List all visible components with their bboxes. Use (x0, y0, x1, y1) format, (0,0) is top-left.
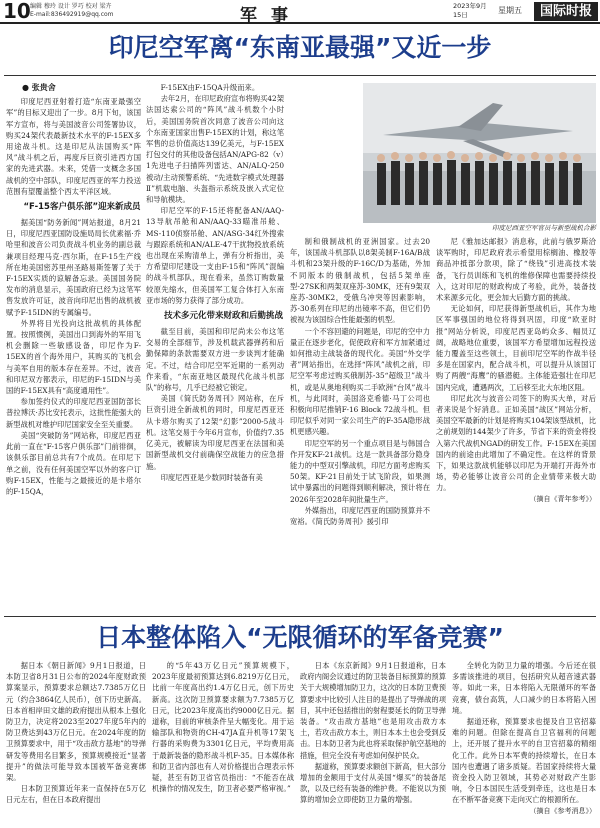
divider (4, 75, 596, 76)
paragraph: 尼《雅加达邮报》消息称，此前与俄罗斯洽谈军购时，印尼政府表示希望用棕榈油、橡胶等商品冲抵部分款项，除了“绕钱”引进高技术装备，飞行员训练和飞机的维修保障也需要持续投入，这对印尼的财政构成了考验，此外，装备技术来源多元化，更会加大后勤方面的挑战。 (436, 237, 596, 303)
photo-caption: 印度尼西亚空军官员与新型战机合影 (492, 224, 596, 232)
paragraph: 印度尼西亚射着打造“东南亚最强空军”的目标又迎出了一步。8月下旬，该国军方宣布，将与美国波音公司签署协议，购买24架代表最新技术水平的F-15EX多用途战斗机。这是印尼从法国购买“阵风”战斗机之后，再度斥巨资引进西方国家的先进武器。未来，凭借一支概念多国战机的空中部队，印度尼西亚的军力投送范围有望覆盖整个西太平洋区域。 (6, 97, 141, 196)
subheading: “F-15客户俱乐部”迎来新成员 (23, 202, 141, 213)
divider (4, 616, 596, 617)
paragraph: 据道还称，预算要求也提及自卫官招募难的问题。但除在提高自卫官福利的问题上，还开展了提升水平的自卫官招募的精细化工作。此外日本军费的持续增长，在日本国内也遭遇了诸多质疑。若国家持续将大量资金投入防卫领域，其势必对财政产生影响，令日本国民生活受到牵连，这也是日本在不断军备竞赛下走向灭亡的根源所在。 (452, 717, 596, 805)
article1-column-4 (436, 236, 596, 612)
byline: ● 张贵舍 (22, 82, 56, 92)
paragraph: 据道称，预算要求额创下新高，但大部分增加的金额用于支付从美国“爆买”的装备尾款，以及已经有装备的维护费。不能说以为预算的增加会立即使防卫力量的增强。 (300, 761, 446, 805)
issue-date-year-month: 2023年9月 (453, 2, 487, 10)
issue-date (453, 2, 487, 20)
editor-line: 编辑 穆玲 设计 罗巧 校对 梁卉 (30, 3, 112, 10)
subheading: 技术多元化带来财政和后勤挑战 (163, 311, 283, 322)
source-credit: （摘自《青年参考》） (529, 494, 596, 503)
newspaper-logo: 国际时报 (534, 2, 598, 21)
paragraph: 的“5年43万亿日元”预算规模下，2023年度最初预算达到6.8219万亿日元，比前一年度高出约1.4万亿日元，创下历史新高。这次防卫预算要求额为7.7385万亿日元，比2023年度高出约9000亿日元。据道称，目前的审核条件呈大幅变化。用于运输部队和物资的CH-47JA直升机等17架飞行器的采购费为3301亿日元，平均费用高于最新装备的隐形战斗机F-35。日本媒体称和防卫省内部也有人对价格提出合理表示怀疑，甚至有防卫省官员指出：“不能否在战机操作的情况发生，防卫者必要严格审视。” (152, 661, 294, 794)
paragraph: 一个不容回避的问题是，印尼的空中力量正在逐步老化，促使政府和军方加紧通过如何推动主战装备的现代化。美国“外交学者”网站指出，在选择“阵风”战机之前，印尼空军考虑过购买俄制苏-35“超级卫”战斗机，或是从奥地利购买二手欧洲“台风”战斗机，与此同时，美国洛克希德·马丁公司也积极向印尼推销F-16 Block 72战斗机。但印尼似乎对同一家公司生产的F-35A隐形战机更感兴趣。 (290, 326, 430, 437)
paragraph: 印度尼西亚是少数同时装备有美 (160, 472, 263, 482)
article2-column-4 (452, 660, 596, 826)
paragraph: 制和俄制战机的亚洲国家。过去20年，该国战斗机部队以8架美制F-16A/B战斗机和23架升级的F-16C/D为基础，外加不同版本的俄制战机，包括5架单座型-27SK和两架双座苏-30MK，还有9架双座苏-30MK2，受俄乌冲突等因素影响，苏-30系列在印尼的出镜率不高，但它们仍被视为该国综合性能最强的机型。 (290, 237, 430, 325)
masthead (0, 0, 600, 24)
paragraph: 日本防卫预算近年来一直保持在5万亿日元左右，但在日本政府提出 (6, 784, 146, 805)
issue-weekday: 星期五 (498, 6, 522, 15)
paragraph: 日本《东京新闻》9月1日报道称，日本政府内阁会议通过的防卫装备目标预算的预算关于大规模增加防卫力，这次的日本防卫费预算要求中比较引人注目的是提出了导弹战的项目，其中还包括推出的射程要延长的防卫导弹装备。“攻击敌方基地”也是用攻击敌方本土，若攻击敌方本土，则日本本土也会受到反击。日本防卫者为此也将采取保护航空基地的措施，但完全没有考虑如何保护民众。 (300, 661, 446, 760)
paragraph: 去年2月，在印尼政府宣布将购买42架法国达索公司的“阵风”战斗机数个小时后，美国国务院首次同意了波音公司向这个东南亚国家出售F-15EX的计划，称这笔军售的总价值高达139亿美元，与F-15EX 打包交付的其他设备包括AN/APG-82（v）1先进电子扫描阵列雷达、AN/ALQ-250被动/主动预警系统、“先进数字模式处理器Ⅱ”机载电脑、头盔指示系统及嵌入式定位和导航模块。 (146, 94, 284, 205)
article1-headline: 印尼空军离“东南亚最强”又近一步 (108, 33, 492, 62)
byline-author: 张贵舍 (31, 82, 56, 92)
paragraph: 印尼空军的F-15还将配备AN/AAQ-13导航吊舱和AN/AAQ-33瞄准吊舱、MS-110侦察吊舱、AN/ASG-34红外搜索与跟踪系统和AN/ALE-47干扰物投放系统也出现在采购清单上，弹有分析指出，美方希望印尼建设一支由F-15和“阵风”混编的战斗机部队，现在看来，虽然订购数量较原先缩水，但美国军工复合体打入东南亚市场的努力获得了部分成功。 (146, 206, 284, 305)
paragraph: 据日本《朝日新闻》9月1日报道，日本防卫省8月31日公布的2024年度财政预算案显示，预算要求总额达7.7385万亿日元（约合3864亿人民币），创下历史新高。日本首相岸田文雄的政府提出从根本上强化防卫力，决定将2023至2027年度5年内的防卫费达到43万亿日元。在2024年度的防卫预算要求中，用于“攻击敌方基地”的导弹研发等费用名目繁多，预算规模接近“显著提升”的做法可能导致本国被军备竞赛绑架。 (6, 661, 146, 783)
paragraph: 截至目前，美国和印尼尚未公布这笔交易的全部细节，涉及机载武器弹药和后勤保障的条款需要双方进一步谈判才能确定。不过，结合印尼空军近期的一系列动作来看，“东南亚地区最现代化战斗机部队”的称号，几乎已经被它锁定。 (146, 327, 284, 393)
source-credit: （摘自《参考消息》） (529, 806, 596, 815)
paragraph: 印尼此次与波音公司签下的购买大单，对后者来说是个好消息。正如美国“战区”网站分析，美国空军最新的计划是将购买104架该型战机，比之前规划的144架少了许多，节省下来的资金将投入第六代战机NGAD的研发工作。F-15EX在美国国内的前途由此增加了不确定性。在这样的背景下，如果这款战机能够以印尼为开端打开海外市场，势必能够让波音公司的企业情带来极大助力。 (436, 393, 596, 493)
paragraph: 美国“突破防务”网站称，印度尼西亚此前一直在“F-15客户俱乐部”门前徘徊，该俱乐部目前总共有7个成员。在印尼下单之前，没有任何美国空军以外的客户订购F-15EX，性能与之最接近的是卡塔尔的F-15QA， (6, 430, 141, 496)
editor-credits (30, 3, 114, 19)
paragraph: 据美国“防务新闻”网站报道，8月21日，印度尼西亚国防设施局局长优素福·乔哈里和波音公司负责战斗机业务的副总裁兼项目经理马克·西尔斯，在F-15生产线所在地美国密苏里州圣路易斯签署了关于F-15EX实质的谅解备忘录。美国国务院发布的消息显示，美国政府已经为这笔军售发放许可证，波音向印尼出售的战机被赋予F-15IDN的专属编号。 (6, 218, 141, 317)
paragraph: 美国《简氏防务周刊》网站称，在斥巨资引进全新战机的同时，印度尼西亚还从卡塔尔购买了12架“幻影”2000-5战斗机。这笔交易于今年6月宣布，价值约7.35亿美元，被解读为印度尼西亚在法国和美国新型战机交付前确保空战能力的应急措施。 (146, 394, 284, 471)
photo-illustration (363, 83, 596, 223)
paragraph: 印尼空军的另一个重点项目是与韩国合作开发KF-21战机。这是一款具备部分隐身能力的中型双引擎战机，印尼方面考虑购买50架。KF-21目前处于试飞阶段，如果测试中暴露出的问题得到顺利解决，预计将在2026年至2028年间批量生产。 (290, 438, 430, 504)
section-title: 军事 (240, 6, 302, 26)
news-photo (363, 83, 596, 223)
article1-column-3 (290, 236, 430, 612)
paragraph: 全转化为防卫力量的增强。今后还在很多需该推进的项目，包括研究从超音速武器等。如此一来，日本将陷入无限循环的军备竞赛，债台高筑，人口减少的日本将陷入困境。 (452, 661, 596, 715)
paragraph: 外界将目光投向这批战机的具体配置。按照惯例，美国出口到海外的军用飞机会删除一些敏感设备，印尼作为F-15EX的首个海外用户，其购买的飞机会与美军自用的版本存在差异。不过，波音和印尼双方都表示，印尼的F-15IDN与美国的F-15EX具有“高度通用性”。 (6, 318, 141, 396)
article2-column-3 (300, 660, 446, 826)
paragraph: 无论如何，印尼获得新型战机后，其作为地区军事强国的地位将得到巩固，印度“欧亚时报”网站分析说，印度尼西亚岛屿众多、幅员辽阔，战略地位重要，该国军方希望增加远程投送能力覆盖至这些领土，目前印尼空军的作战半径多是在国家内，配合战斗机，可以提升从该国订购了两艘“海鹰”的骚潜艇。主体能造强壮在印尼国内完成，遭遇两次，工后移至北大东地区阻。 (436, 304, 596, 392)
article2-headline: 日本整体陷入“无限循环的军备竞赛” (96, 623, 504, 652)
paragraph: 外媒指出，印度尼西亚的国防预算并不宽裕。《简氏防务周刊》援引印 (290, 505, 430, 527)
article2-column-1 (6, 660, 146, 826)
issue-date-day: 15日 (453, 11, 468, 19)
editor-email: E-mail:836492919@qq.com (30, 11, 114, 18)
paragraph: 参加签约仪式的印度尼西亚国防部长普拉博沃·苏比安托表示，这批性能强大的新型战机对维护印尼国家安全至关重要。 (6, 397, 141, 429)
article1-column-2 (146, 82, 284, 612)
page-number: 10 (3, 0, 31, 23)
article2-column-2 (152, 660, 294, 826)
paragraph: F-15EX由F-15QA升级而来。 (160, 83, 260, 92)
article1-column-1 (6, 82, 141, 612)
